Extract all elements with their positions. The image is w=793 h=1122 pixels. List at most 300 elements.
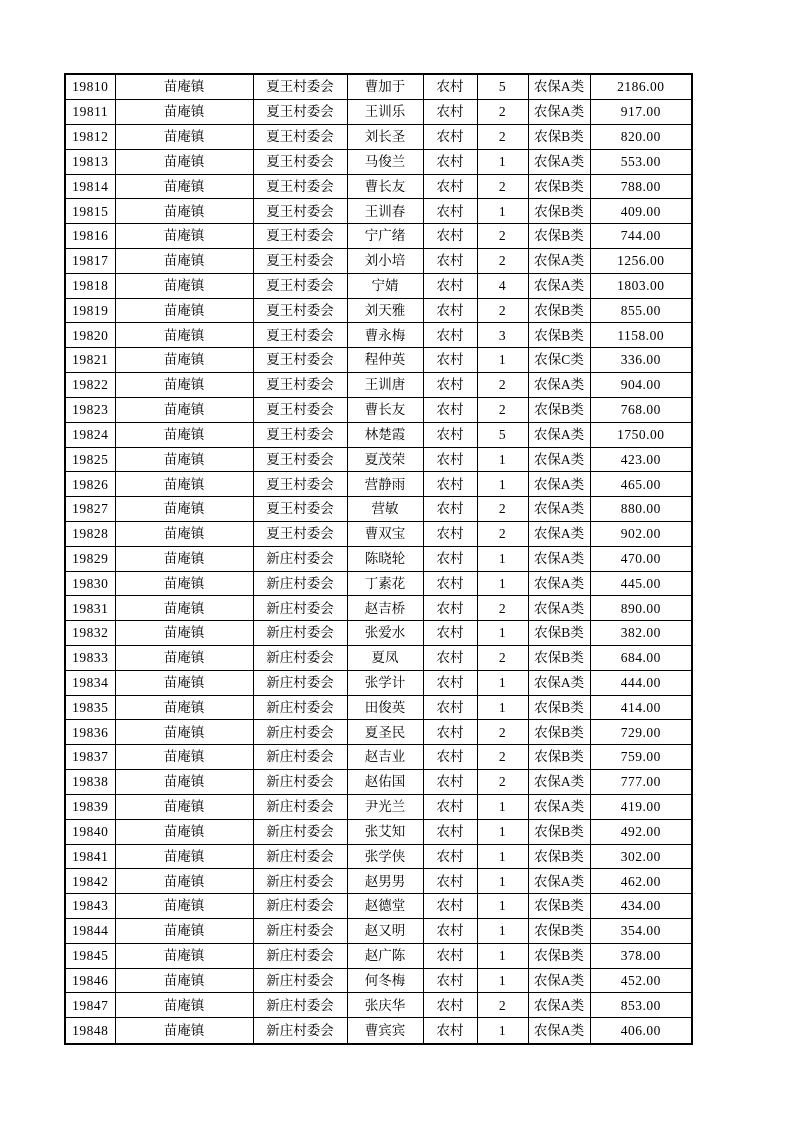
table-row bbox=[65, 596, 692, 621]
cell-amount: 1158.00 bbox=[590, 323, 692, 348]
cell-amount: 729.00 bbox=[590, 720, 692, 745]
cell-record_id: 19830 bbox=[65, 571, 115, 596]
cell-residence_type: 农村 bbox=[423, 447, 477, 472]
cell-village_committee: 新庄村委会 bbox=[253, 968, 347, 993]
cell-name: 曹双宝 bbox=[347, 521, 423, 546]
cell-town: 苗庵镇 bbox=[115, 1018, 253, 1044]
cell-residence_type: 农村 bbox=[423, 149, 477, 174]
cell-insurance_category: 农保B类 bbox=[528, 224, 590, 249]
cell-town: 苗庵镇 bbox=[115, 199, 253, 224]
cell-insurance_category: 农保A类 bbox=[528, 472, 590, 497]
cell-residence_type: 农村 bbox=[423, 422, 477, 447]
cell-record_id: 19827 bbox=[65, 497, 115, 522]
table-row bbox=[65, 298, 692, 323]
cell-village_committee: 新庄村委会 bbox=[253, 894, 347, 919]
cell-name: 赵德堂 bbox=[347, 894, 423, 919]
cell-record_id: 19835 bbox=[65, 695, 115, 720]
cell-village_committee: 夏王村委会 bbox=[253, 249, 347, 274]
cell-town: 苗庵镇 bbox=[115, 670, 253, 695]
cell-amount: 759.00 bbox=[590, 745, 692, 770]
cell-insurance_category: 农保B类 bbox=[528, 844, 590, 869]
cell-village_committee: 新庄村委会 bbox=[253, 745, 347, 770]
cell-record_id: 19822 bbox=[65, 373, 115, 398]
cell-village_committee: 夏王村委会 bbox=[253, 100, 347, 125]
table-row bbox=[65, 943, 692, 968]
cell-person_count: 1 bbox=[477, 869, 528, 894]
cell-village_committee: 夏王村委会 bbox=[253, 174, 347, 199]
cell-insurance_category: 农保B类 bbox=[528, 124, 590, 149]
cell-amount: 1750.00 bbox=[590, 422, 692, 447]
table-row bbox=[65, 373, 692, 398]
cell-record_id: 19843 bbox=[65, 894, 115, 919]
cell-person_count: 2 bbox=[477, 720, 528, 745]
cell-amount: 492.00 bbox=[590, 819, 692, 844]
table-row bbox=[65, 918, 692, 943]
table-row bbox=[65, 497, 692, 522]
cell-insurance_category: 农保A类 bbox=[528, 794, 590, 819]
table-row bbox=[65, 745, 692, 770]
cell-town: 苗庵镇 bbox=[115, 695, 253, 720]
cell-village_committee: 新庄村委会 bbox=[253, 794, 347, 819]
cell-insurance_category: 农保B类 bbox=[528, 323, 590, 348]
cell-name: 张爱水 bbox=[347, 621, 423, 646]
cell-record_id: 19813 bbox=[65, 149, 115, 174]
cell-residence_type: 农村 bbox=[423, 670, 477, 695]
cell-person_count: 3 bbox=[477, 323, 528, 348]
cell-record_id: 19836 bbox=[65, 720, 115, 745]
table-row bbox=[65, 249, 692, 274]
table-row bbox=[65, 720, 692, 745]
cell-record_id: 19829 bbox=[65, 546, 115, 571]
cell-residence_type: 农村 bbox=[423, 373, 477, 398]
cell-village_committee: 夏王村委会 bbox=[253, 497, 347, 522]
cell-village_committee: 新庄村委会 bbox=[253, 1018, 347, 1044]
cell-insurance_category: 农保A类 bbox=[528, 74, 590, 100]
table-row bbox=[65, 571, 692, 596]
cell-residence_type: 农村 bbox=[423, 844, 477, 869]
cell-amount: 336.00 bbox=[590, 348, 692, 373]
cell-record_id: 19831 bbox=[65, 596, 115, 621]
cell-name: 赵吉业 bbox=[347, 745, 423, 770]
cell-record_id: 19811 bbox=[65, 100, 115, 125]
cell-village_committee: 夏王村委会 bbox=[253, 422, 347, 447]
cell-town: 苗庵镇 bbox=[115, 497, 253, 522]
cell-village_committee: 夏王村委会 bbox=[253, 124, 347, 149]
cell-person_count: 1 bbox=[477, 472, 528, 497]
cell-town: 苗庵镇 bbox=[115, 745, 253, 770]
cell-record_id: 19832 bbox=[65, 621, 115, 646]
cell-name: 赵男男 bbox=[347, 869, 423, 894]
cell-town: 苗庵镇 bbox=[115, 100, 253, 125]
cell-residence_type: 农村 bbox=[423, 968, 477, 993]
cell-person_count: 1 bbox=[477, 149, 528, 174]
cell-residence_type: 农村 bbox=[423, 397, 477, 422]
cell-insurance_category: 农保B类 bbox=[528, 298, 590, 323]
cell-residence_type: 农村 bbox=[423, 249, 477, 274]
cell-amount: 465.00 bbox=[590, 472, 692, 497]
cell-village_committee: 夏王村委会 bbox=[253, 224, 347, 249]
cell-person_count: 1 bbox=[477, 621, 528, 646]
cell-village_committee: 新庄村委会 bbox=[253, 869, 347, 894]
cell-person_count: 1 bbox=[477, 943, 528, 968]
cell-town: 苗庵镇 bbox=[115, 596, 253, 621]
cell-person_count: 2 bbox=[477, 100, 528, 125]
cell-town: 苗庵镇 bbox=[115, 224, 253, 249]
cell-village_committee: 新庄村委会 bbox=[253, 943, 347, 968]
cell-insurance_category: 农保A类 bbox=[528, 670, 590, 695]
cell-insurance_category: 农保A类 bbox=[528, 149, 590, 174]
cell-record_id: 19834 bbox=[65, 670, 115, 695]
cell-town: 苗庵镇 bbox=[115, 348, 253, 373]
cell-name: 何冬梅 bbox=[347, 968, 423, 993]
cell-insurance_category: 农保B类 bbox=[528, 646, 590, 671]
cell-record_id: 19812 bbox=[65, 124, 115, 149]
cell-residence_type: 农村 bbox=[423, 720, 477, 745]
cell-village_committee: 新庄村委会 bbox=[253, 670, 347, 695]
cell-town: 苗庵镇 bbox=[115, 149, 253, 174]
cell-village_committee: 新庄村委会 bbox=[253, 770, 347, 795]
cell-amount: 445.00 bbox=[590, 571, 692, 596]
cell-town: 苗庵镇 bbox=[115, 323, 253, 348]
cell-town: 苗庵镇 bbox=[115, 174, 253, 199]
cell-residence_type: 农村 bbox=[423, 298, 477, 323]
cell-insurance_category: 农保B类 bbox=[528, 894, 590, 919]
cell-residence_type: 农村 bbox=[423, 918, 477, 943]
cell-amount: 470.00 bbox=[590, 546, 692, 571]
cell-insurance_category: 农保B类 bbox=[528, 819, 590, 844]
cell-residence_type: 农村 bbox=[423, 621, 477, 646]
table-row bbox=[65, 546, 692, 571]
cell-residence_type: 农村 bbox=[423, 323, 477, 348]
cell-residence_type: 农村 bbox=[423, 596, 477, 621]
cell-village_committee: 新庄村委会 bbox=[253, 918, 347, 943]
table-row bbox=[65, 646, 692, 671]
cell-record_id: 19820 bbox=[65, 323, 115, 348]
cell-person_count: 1 bbox=[477, 571, 528, 596]
cell-person_count: 1 bbox=[477, 894, 528, 919]
cell-insurance_category: 农保B类 bbox=[528, 174, 590, 199]
cell-person_count: 2 bbox=[477, 521, 528, 546]
cell-amount: 768.00 bbox=[590, 397, 692, 422]
cell-record_id: 19828 bbox=[65, 521, 115, 546]
cell-village_committee: 新庄村委会 bbox=[253, 695, 347, 720]
cell-record_id: 19840 bbox=[65, 819, 115, 844]
cell-village_committee: 夏王村委会 bbox=[253, 521, 347, 546]
cell-town: 苗庵镇 bbox=[115, 571, 253, 596]
cell-town: 苗庵镇 bbox=[115, 794, 253, 819]
table-row bbox=[65, 422, 692, 447]
cell-village_committee: 新庄村委会 bbox=[253, 596, 347, 621]
cell-insurance_category: 农保A类 bbox=[528, 993, 590, 1018]
cell-person_count: 1 bbox=[477, 968, 528, 993]
cell-person_count: 1 bbox=[477, 918, 528, 943]
cell-town: 苗庵镇 bbox=[115, 74, 253, 100]
cell-amount: 855.00 bbox=[590, 298, 692, 323]
table-row bbox=[65, 521, 692, 546]
cell-town: 苗庵镇 bbox=[115, 298, 253, 323]
cell-amount: 2186.00 bbox=[590, 74, 692, 100]
cell-record_id: 19846 bbox=[65, 968, 115, 993]
cell-person_count: 1 bbox=[477, 199, 528, 224]
cell-village_committee: 夏王村委会 bbox=[253, 199, 347, 224]
cell-amount: 302.00 bbox=[590, 844, 692, 869]
cell-town: 苗庵镇 bbox=[115, 447, 253, 472]
cell-village_committee: 新庄村委会 bbox=[253, 621, 347, 646]
cell-name: 营敏 bbox=[347, 497, 423, 522]
cell-residence_type: 农村 bbox=[423, 273, 477, 298]
cell-insurance_category: 农保B类 bbox=[528, 397, 590, 422]
cell-record_id: 19837 bbox=[65, 745, 115, 770]
cell-town: 苗庵镇 bbox=[115, 472, 253, 497]
cell-village_committee: 新庄村委会 bbox=[253, 646, 347, 671]
cell-village_committee: 夏王村委会 bbox=[253, 373, 347, 398]
cell-name: 曹加于 bbox=[347, 74, 423, 100]
cell-name: 丁素花 bbox=[347, 571, 423, 596]
cell-person_count: 2 bbox=[477, 174, 528, 199]
cell-town: 苗庵镇 bbox=[115, 968, 253, 993]
table-row bbox=[65, 1018, 692, 1044]
cell-amount: 902.00 bbox=[590, 521, 692, 546]
cell-person_count: 2 bbox=[477, 124, 528, 149]
cell-village_committee: 新庄村委会 bbox=[253, 720, 347, 745]
cell-town: 苗庵镇 bbox=[115, 819, 253, 844]
cell-residence_type: 农村 bbox=[423, 646, 477, 671]
cell-amount: 419.00 bbox=[590, 794, 692, 819]
table-row bbox=[65, 149, 692, 174]
cell-record_id: 19847 bbox=[65, 993, 115, 1018]
cell-name: 张学侠 bbox=[347, 844, 423, 869]
cell-town: 苗庵镇 bbox=[115, 273, 253, 298]
cell-amount: 1256.00 bbox=[590, 249, 692, 274]
cell-village_committee: 夏王村委会 bbox=[253, 149, 347, 174]
cell-amount: 917.00 bbox=[590, 100, 692, 125]
cell-insurance_category: 农保B类 bbox=[528, 745, 590, 770]
cell-residence_type: 农村 bbox=[423, 745, 477, 770]
cell-person_count: 2 bbox=[477, 298, 528, 323]
cell-person_count: 5 bbox=[477, 74, 528, 100]
cell-town: 苗庵镇 bbox=[115, 943, 253, 968]
cell-insurance_category: 农保B类 bbox=[528, 621, 590, 646]
cell-name: 张庆华 bbox=[347, 993, 423, 1018]
table-row bbox=[65, 621, 692, 646]
cell-record_id: 19821 bbox=[65, 348, 115, 373]
cell-person_count: 1 bbox=[477, 348, 528, 373]
cell-name: 田俊英 bbox=[347, 695, 423, 720]
cell-insurance_category: 农保C类 bbox=[528, 348, 590, 373]
cell-name: 王训唐 bbox=[347, 373, 423, 398]
cell-village_committee: 夏王村委会 bbox=[253, 447, 347, 472]
cell-insurance_category: 农保A类 bbox=[528, 1018, 590, 1044]
cell-insurance_category: 农保A类 bbox=[528, 770, 590, 795]
cell-amount: 1803.00 bbox=[590, 273, 692, 298]
cell-amount: 378.00 bbox=[590, 943, 692, 968]
cell-town: 苗庵镇 bbox=[115, 373, 253, 398]
cell-person_count: 1 bbox=[477, 844, 528, 869]
cell-record_id: 19819 bbox=[65, 298, 115, 323]
cell-amount: 777.00 bbox=[590, 770, 692, 795]
cell-insurance_category: 农保A类 bbox=[528, 100, 590, 125]
cell-amount: 684.00 bbox=[590, 646, 692, 671]
cell-name: 王训春 bbox=[347, 199, 423, 224]
cell-insurance_category: 农保A类 bbox=[528, 422, 590, 447]
cell-amount: 880.00 bbox=[590, 497, 692, 522]
table-row bbox=[65, 472, 692, 497]
cell-town: 苗庵镇 bbox=[115, 844, 253, 869]
cell-residence_type: 农村 bbox=[423, 869, 477, 894]
cell-record_id: 19823 bbox=[65, 397, 115, 422]
cell-record_id: 19833 bbox=[65, 646, 115, 671]
table-row bbox=[65, 993, 692, 1018]
cell-amount: 452.00 bbox=[590, 968, 692, 993]
cell-amount: 354.00 bbox=[590, 918, 692, 943]
table-row bbox=[65, 74, 692, 100]
cell-amount: 820.00 bbox=[590, 124, 692, 149]
cell-name: 赵广陈 bbox=[347, 943, 423, 968]
cell-town: 苗庵镇 bbox=[115, 993, 253, 1018]
cell-name: 刘长圣 bbox=[347, 124, 423, 149]
cell-person_count: 2 bbox=[477, 249, 528, 274]
cell-name: 赵吉桥 bbox=[347, 596, 423, 621]
cell-insurance_category: 农保A类 bbox=[528, 869, 590, 894]
cell-insurance_category: 农保A类 bbox=[528, 249, 590, 274]
cell-residence_type: 农村 bbox=[423, 546, 477, 571]
cell-residence_type: 农村 bbox=[423, 794, 477, 819]
cell-person_count: 2 bbox=[477, 224, 528, 249]
cell-village_committee: 新庄村委会 bbox=[253, 844, 347, 869]
cell-person_count: 2 bbox=[477, 770, 528, 795]
cell-record_id: 19844 bbox=[65, 918, 115, 943]
cell-person_count: 2 bbox=[477, 646, 528, 671]
cell-village_committee: 夏王村委会 bbox=[253, 397, 347, 422]
cell-residence_type: 农村 bbox=[423, 993, 477, 1018]
cell-name: 赵佑国 bbox=[347, 770, 423, 795]
table-row bbox=[65, 869, 692, 894]
table-row bbox=[65, 273, 692, 298]
table-row bbox=[65, 124, 692, 149]
cell-town: 苗庵镇 bbox=[115, 646, 253, 671]
cell-amount: 553.00 bbox=[590, 149, 692, 174]
cell-town: 苗庵镇 bbox=[115, 397, 253, 422]
cell-record_id: 19838 bbox=[65, 770, 115, 795]
cell-residence_type: 农村 bbox=[423, 1018, 477, 1044]
cell-residence_type: 农村 bbox=[423, 100, 477, 125]
cell-residence_type: 农村 bbox=[423, 74, 477, 100]
cell-amount: 382.00 bbox=[590, 621, 692, 646]
cell-person_count: 2 bbox=[477, 745, 528, 770]
cell-record_id: 19816 bbox=[65, 224, 115, 249]
cell-residence_type: 农村 bbox=[423, 124, 477, 149]
cell-amount: 409.00 bbox=[590, 199, 692, 224]
cell-person_count: 2 bbox=[477, 993, 528, 1018]
table-row bbox=[65, 447, 692, 472]
cell-record_id: 19814 bbox=[65, 174, 115, 199]
cell-person_count: 1 bbox=[477, 1018, 528, 1044]
cell-residence_type: 农村 bbox=[423, 224, 477, 249]
cell-town: 苗庵镇 bbox=[115, 521, 253, 546]
cell-person_count: 1 bbox=[477, 819, 528, 844]
table-row bbox=[65, 794, 692, 819]
cell-town: 苗庵镇 bbox=[115, 770, 253, 795]
cell-name: 营静雨 bbox=[347, 472, 423, 497]
cell-town: 苗庵镇 bbox=[115, 249, 253, 274]
cell-record_id: 19848 bbox=[65, 1018, 115, 1044]
table-row bbox=[65, 844, 692, 869]
cell-name: 夏凤 bbox=[347, 646, 423, 671]
cell-residence_type: 农村 bbox=[423, 348, 477, 373]
cell-name: 尹光兰 bbox=[347, 794, 423, 819]
table-row bbox=[65, 894, 692, 919]
cell-insurance_category: 农保A类 bbox=[528, 521, 590, 546]
table-row bbox=[65, 770, 692, 795]
cell-village_committee: 夏王村委会 bbox=[253, 323, 347, 348]
cell-insurance_category: 农保A类 bbox=[528, 571, 590, 596]
cell-person_count: 1 bbox=[477, 447, 528, 472]
cell-residence_type: 农村 bbox=[423, 770, 477, 795]
table-row bbox=[65, 348, 692, 373]
cell-record_id: 19815 bbox=[65, 199, 115, 224]
cell-insurance_category: 农保B类 bbox=[528, 720, 590, 745]
cell-residence_type: 农村 bbox=[423, 819, 477, 844]
cell-residence_type: 农村 bbox=[423, 174, 477, 199]
cell-insurance_category: 农保B类 bbox=[528, 199, 590, 224]
cell-person_count: 1 bbox=[477, 794, 528, 819]
cell-insurance_category: 农保A类 bbox=[528, 546, 590, 571]
cell-record_id: 19824 bbox=[65, 422, 115, 447]
cell-amount: 434.00 bbox=[590, 894, 692, 919]
cell-residence_type: 农村 bbox=[423, 199, 477, 224]
cell-person_count: 1 bbox=[477, 670, 528, 695]
cell-amount: 890.00 bbox=[590, 596, 692, 621]
cell-name: 程仲英 bbox=[347, 348, 423, 373]
cell-name: 刘天雅 bbox=[347, 298, 423, 323]
cell-person_count: 5 bbox=[477, 422, 528, 447]
cell-amount: 423.00 bbox=[590, 447, 692, 472]
cell-insurance_category: 农保A类 bbox=[528, 596, 590, 621]
cell-person_count: 2 bbox=[477, 397, 528, 422]
cell-name: 赵又明 bbox=[347, 918, 423, 943]
cell-insurance_category: 农保A类 bbox=[528, 497, 590, 522]
cell-name: 陈晓轮 bbox=[347, 546, 423, 571]
cell-village_committee: 新庄村委会 bbox=[253, 571, 347, 596]
cell-residence_type: 农村 bbox=[423, 521, 477, 546]
cell-person_count: 2 bbox=[477, 497, 528, 522]
table-row bbox=[65, 819, 692, 844]
cell-name: 曹长友 bbox=[347, 174, 423, 199]
cell-residence_type: 农村 bbox=[423, 695, 477, 720]
cell-amount: 744.00 bbox=[590, 224, 692, 249]
table-row bbox=[65, 323, 692, 348]
cell-village_committee: 夏王村委会 bbox=[253, 273, 347, 298]
cell-record_id: 19825 bbox=[65, 447, 115, 472]
cell-person_count: 1 bbox=[477, 546, 528, 571]
table-row bbox=[65, 670, 692, 695]
cell-residence_type: 农村 bbox=[423, 571, 477, 596]
cell-town: 苗庵镇 bbox=[115, 869, 253, 894]
cell-village_committee: 新庄村委会 bbox=[253, 546, 347, 571]
cell-insurance_category: 农保A类 bbox=[528, 373, 590, 398]
cell-record_id: 19841 bbox=[65, 844, 115, 869]
cell-amount: 444.00 bbox=[590, 670, 692, 695]
cell-town: 苗庵镇 bbox=[115, 621, 253, 646]
cell-town: 苗庵镇 bbox=[115, 124, 253, 149]
cell-village_committee: 夏王村委会 bbox=[253, 298, 347, 323]
cell-record_id: 19810 bbox=[65, 74, 115, 100]
roster-body bbox=[65, 74, 692, 1044]
cell-person_count: 1 bbox=[477, 695, 528, 720]
cell-residence_type: 农村 bbox=[423, 894, 477, 919]
cell-amount: 788.00 bbox=[590, 174, 692, 199]
cell-residence_type: 农村 bbox=[423, 943, 477, 968]
